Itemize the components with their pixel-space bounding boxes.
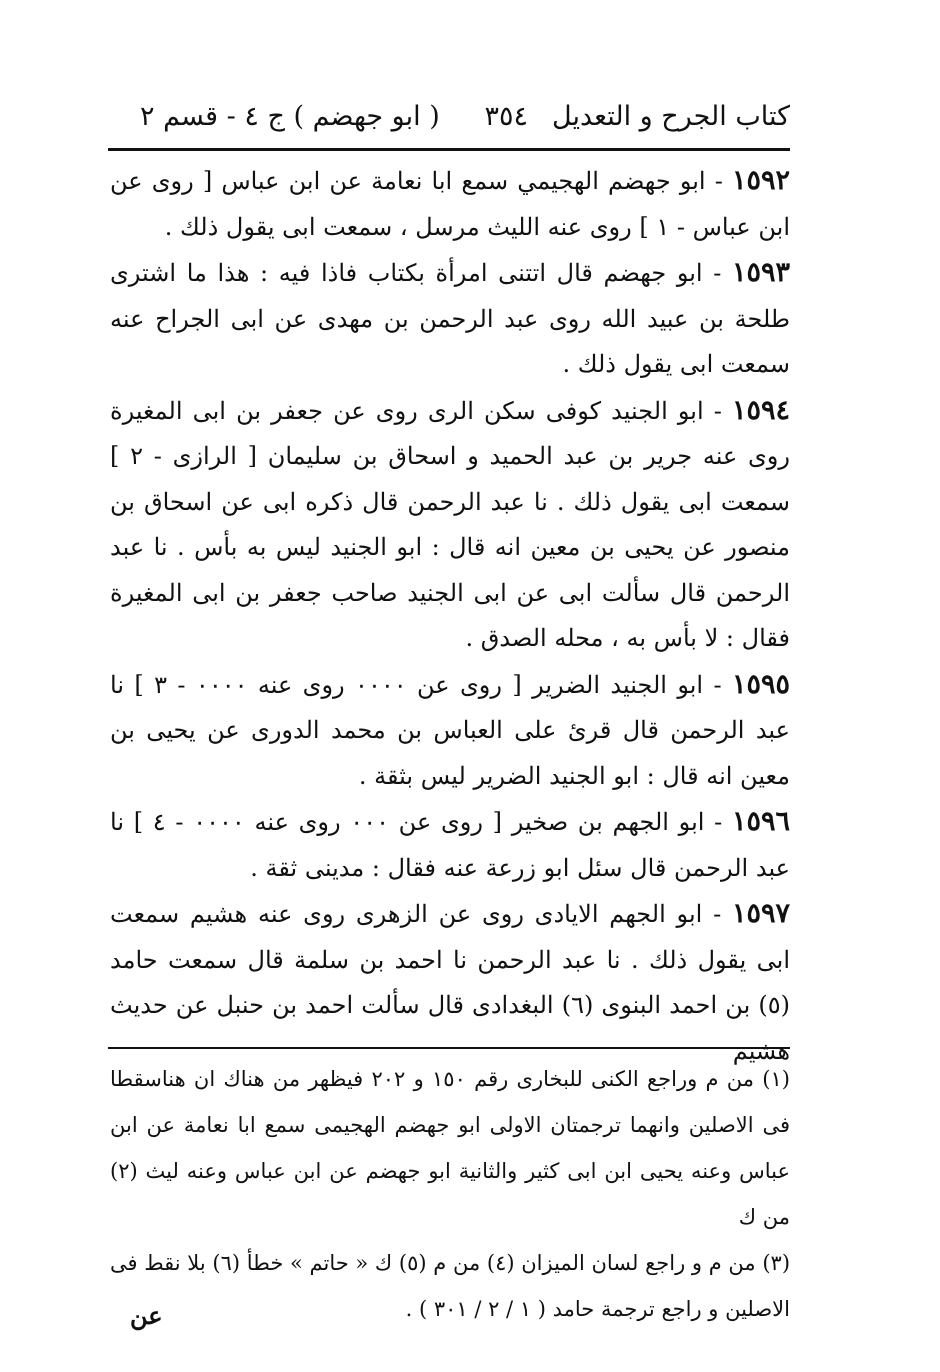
entry-text: - ابو الجنيد الضرير [ روى عن ٠٠٠٠ روى عنه ٠٠٠٠ - ٣ ] نا عبد الرحمن قال قرئ على العباس بن محمد الدورى عن يحيى بن معين انه قال : ابو الجنيد الضرير ليس بثقة . <box>110 670 790 790</box>
biography-entry <box>110 158 790 250</box>
entries-body <box>110 158 791 1065</box>
book-title: كتاب الجرح و التعديل <box>552 101 790 132</box>
entry-text: - ابو الجهم الايادى روى عن الزهرى روى عنه هشيم سمعت ابى يقول ذلك . نا عبد الرحمن نا احمد بن سلمة قال سمعت حامد (٥) بن احمد البنوى (٦) البغدادى قال سألت احمد بن حنبل عن حديث هشيم <box>110 900 790 1065</box>
entry-number: ١٥٩٥ <box>732 668 791 700</box>
entry-text: - ابو جهضم الهجيمي سمع ابا نعامة عن ابن عباس [ روى عن ابن عباس - ١ ] روى عنه الليث مرسل ، سمعت ابى يقول ذلك . <box>110 167 790 241</box>
biography-entry <box>110 250 790 388</box>
footnotes <box>110 1056 791 1321</box>
entry-number: ١٥٩٣ <box>731 257 790 288</box>
catchword: عن <box>130 1301 163 1330</box>
running-header <box>110 92 790 142</box>
entry-number: ١٥٩٢ <box>731 165 790 196</box>
biography-entry <box>110 662 790 800</box>
biography-entry <box>110 388 790 662</box>
header-rule <box>108 148 790 151</box>
footnote: (١) من م وراجع الكنى للبخارى رقم ١٥٠ و ٢٠٢ فيظهر من هناك ان هناسقطا فى الاصلين وانهما ترجمتان الاولى ابو جهضم الهجيمى سمع ابا نعامة عن ابن عباس وعنه يحيى ابن ابى كثير والثانية ابو جهضم عن ابن عباس وعنه ليث (٢) من ك <box>110 1067 790 1229</box>
footnote-rule <box>108 1047 790 1049</box>
entry-number: ١٥٩٦ <box>731 806 790 837</box>
entry-text: - ابو الجهم بن صخير [ روى عن ٠٠٠ روى عنه ٠٠٠٠ - ٤ ] نا عبد الرحمن قال سئل ابو زرعة عنه فقال : مدينى ثقة . <box>110 808 790 882</box>
entry-text: - ابو الجنيد كوفى سكن الرى روى عن جعفر بن ابى المغيرة روى عنه جرير بن عبد الحميد و اسحاق بن سليمان [ الرازى - ٢ ] سمعت ابى يقول ذلك . نا عبد الرحمن قال ذكره ابى عن اسحاق بن منصور عن يحيى بن معين انه قال : ابو الجنيد ليس به بأس . نا عبد الرحمن قال سألت ابى عن ابى الجنيد صاحب جعفر بن ابى المغيرة فقال : لا بأس به ، محله الصدق . <box>110 396 790 652</box>
entry-number: ١٥٩٧ <box>731 898 790 929</box>
section-label: ( ابو جهضم ) ج ٤ - قسم ٢ <box>140 101 440 132</box>
biography-entry <box>110 799 790 891</box>
entry-text: - ابو جهضم قال اتتنى امرأة بكتاب فاذا فيه : هذا ما اشترى طلحة بن عبيد الله روى عبد الرحمن بن مهدى عن ابى الجراح عنه سمعت ابى يقول ذلك . <box>110 259 790 378</box>
page-number: ٣٥٤ <box>484 101 528 132</box>
footnote: (٣) من م و راجع لسان الميزان (٤) من م (٥) ك « حاتم » خطأ (٦) بلا نقط فى الاصلين و راجع ترجمة حامد ( ١ / ٢ / ٣٠١ ) . <box>110 1251 791 1321</box>
entry-number: ١٥٩٤ <box>731 394 790 426</box>
